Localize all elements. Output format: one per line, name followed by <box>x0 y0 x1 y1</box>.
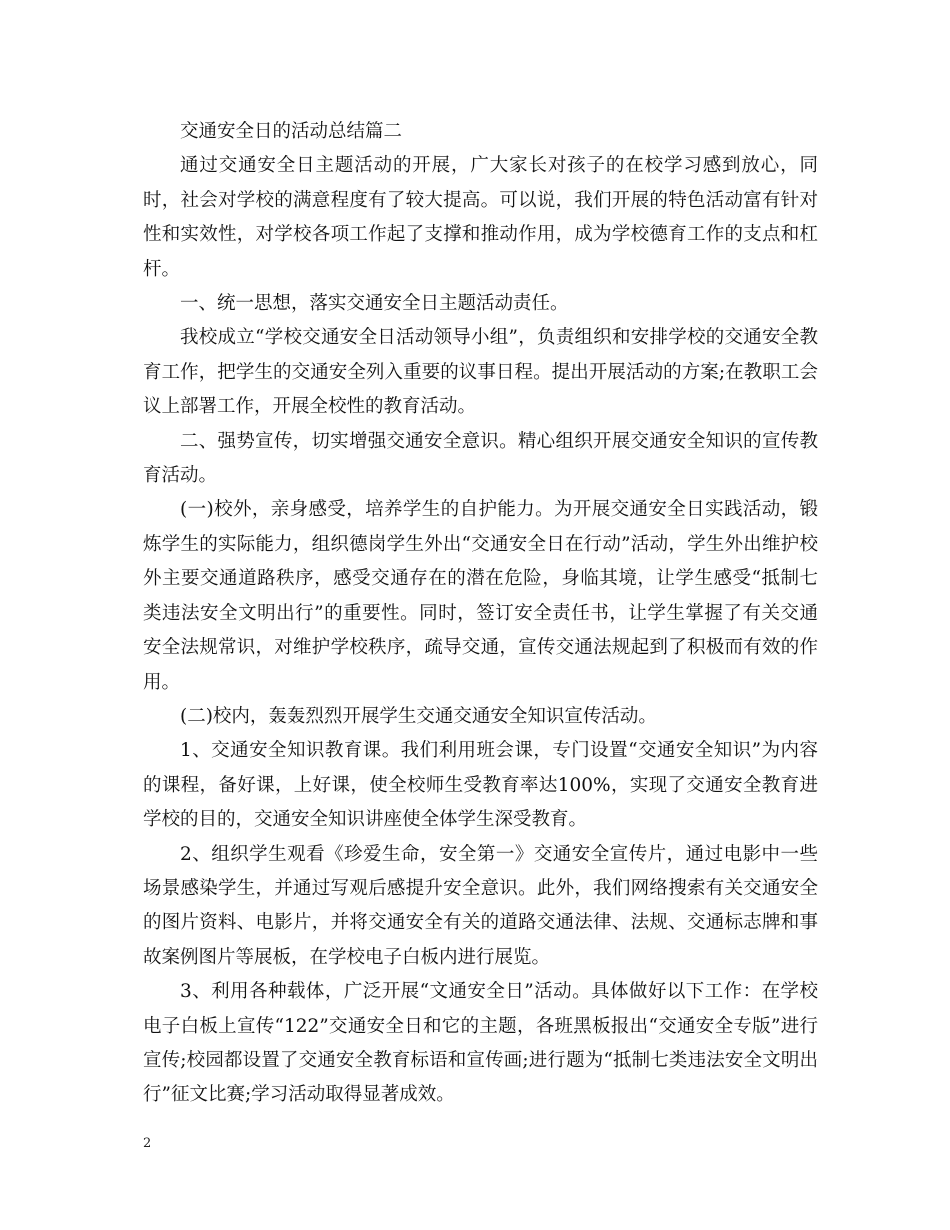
section-heading-1: 一、统一思想，落实交通安全日主题活动责任。 <box>180 293 569 315</box>
section-heading-2: 二、强势宣传，切实增强交通安全意识。精心组织开展交通安全知识的宣传教育活动。 <box>143 430 818 487</box>
document-title: 交通安全日的活动总结篇二 <box>180 121 403 142</box>
paragraph-item-3: 3、利用各种载体，广泛开展“文通安全日”活动。具体做好以下工作：在学校电子白板上宣传“122”交通安全日和它的主题，各班黑板报出“交通安全专版”进行宣传;校园都设置了交通安全教育标语和宣传画;进行题为“抵制七类违法安全文明出行”征文比赛;学习活动取得显著成效。 <box>143 981 818 1106</box>
page-number: 2 <box>143 1136 152 1151</box>
paragraph-leadership-group: 我校成立“学校交通安全日活动领导小组”，负责组织和安排学校的交通安全教育工作，把学生的交通安全列入重要的议事日程。提出开展活动的方案;在教职工会议上部署工作，开展全校性的教育活动。 <box>143 327 818 418</box>
paragraph-off-campus: (一)校外，亲身感受，培养学生的自护能力。为开展交通安全日实践活动，锻炼学生的实际能力，组织德岗学生外出“交通安全日在行动”活动，学生外出维护校外主要交通道路秩序，感受交通存在的潜在危险，身临其境，让学生感受“抵制七类违法安全文明出行”的重要性。同时，签订安全责任书，让学生掌握了有关交通安全法规常识，对维护学校秩序，疏导交通，宣传交通法规起到了积极而有效的作用。 <box>143 499 818 693</box>
paragraph-item-2: 2、组织学生观看《珍爱生命，安全第一》交通安全宣传片，通过电影中一些场景感染学生，并通过写观后感提升安全意识。此外，我们网络搜索有关交通安全的图片资料、电影片，并将交通安全有关的道路交通法律、法规、交通标志牌和事故案例图片等展板，在学校电子白板内进行展览。 <box>143 843 818 968</box>
paragraph-intro: 通过交通安全日主题活动的开展，广大家长对孩子的在校学习感到放心，同时，社会对学校的满意程度有了较大提高。可以说，我们开展的特色活动富有针对性和实效性，对学校各项工作起了支撑和推动作用，成为学校德育工作的支点和杠杆。 <box>143 155 818 280</box>
document-body <box>143 115 818 1113</box>
paragraph-item-1: 1、交通安全知识教育课。我们利用班会课，专门设置“交通安全知识”为内容的课程，备好课，上好课，使全校师生受教育率达100%，实现了交通安全教育进学校的目的，交通安全知识讲座使全体学生深受教育。 <box>143 740 818 831</box>
paragraph-on-campus: (二)校内，轰轰烈烈开展学生交通交通安全知识宣传活动。 <box>180 705 657 727</box>
